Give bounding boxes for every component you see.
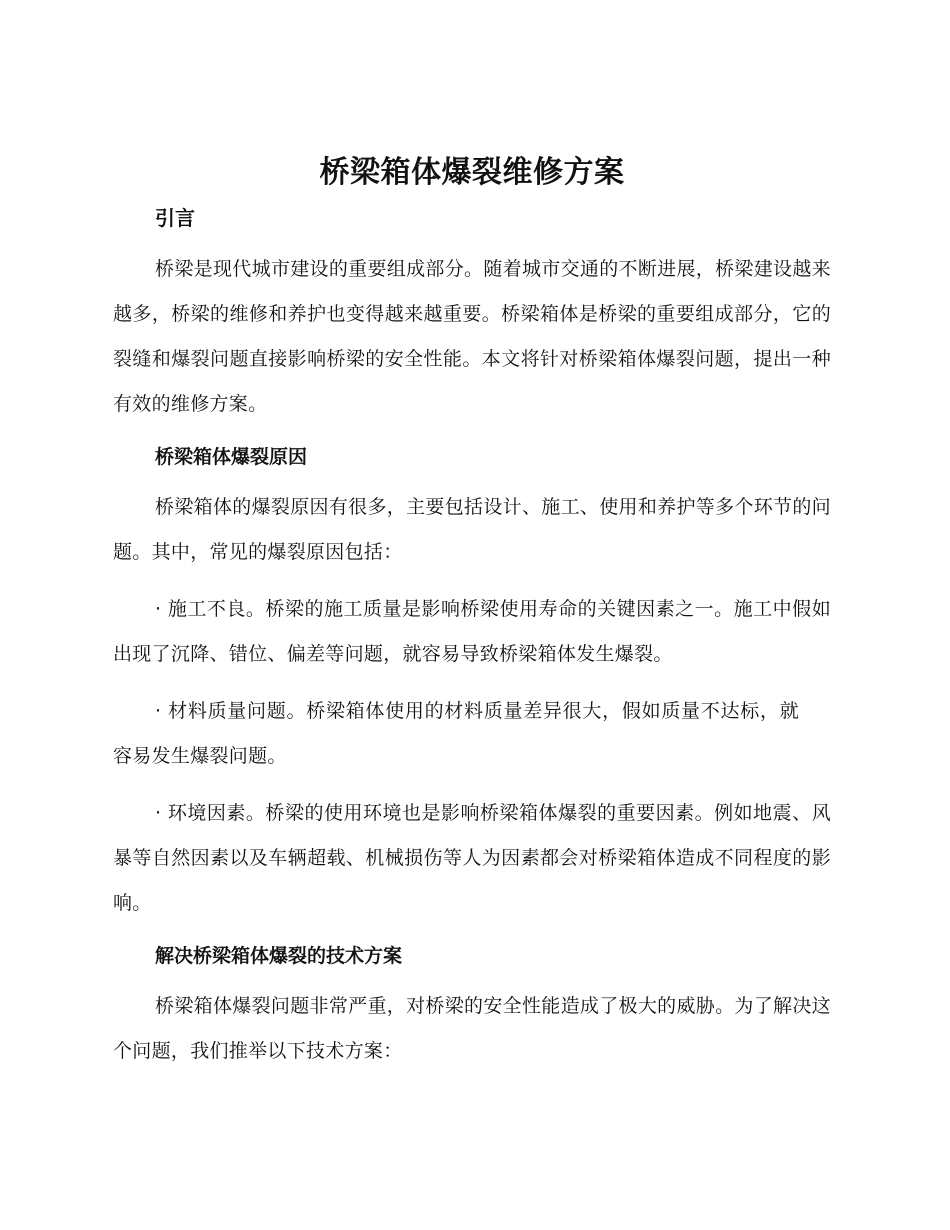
solution-heading: 解决桥梁箱体爆裂的技术方案 [155, 945, 403, 967]
intro-paragraph: 桥梁是现代城市建设的重要组成部分。随着城市交通的不断进展，桥梁建设越来越多，桥梁的维修和养护也变得越来越重要。桥梁箱体是桥梁的重要组成部分，它的裂缝和爆裂问题直接影响桥梁的安全性能。本文将针对桥梁箱体爆裂问题，提出一种有效的维修方案。 [113, 258, 831, 415]
document-page [113, 150, 831, 1074]
causes-heading: 桥梁箱体爆裂原因 [155, 446, 308, 468]
document-title: 桥梁箱体爆裂维修方案 [319, 155, 625, 190]
solution-paragraph: 桥梁箱体爆裂问题非常严重，对桥梁的安全性能造成了极大的威胁。为了解决这个问题，我们推举以下技术方案： [113, 995, 831, 1062]
cause-bullet-materials: · 材料质量问题。桥梁箱体使用的材料质量差异很大，假如质量不达标，就容易发生爆裂问题。 [113, 700, 799, 767]
cause-bullet-environment: · 环境因素。桥梁的使用环境也是影响桥梁箱体爆裂的重要因素。例如地震、风暴等自然因素以及车辆超载、机械损伤等人为因素都会对桥梁箱体造成不同程度的影响。 [113, 802, 831, 914]
intro-heading: 引言 [155, 206, 195, 230]
cause-bullet-construction: · 施工不良。桥梁的施工质量是影响桥梁使用寿命的关键因素之一。施工中假如出现了沉降、错位、偏差等问题，就容易导致桥梁箱体发生爆裂。 [113, 598, 831, 665]
causes-paragraph: 桥梁箱体的爆裂原因有很多，主要包括设计、施工、使用和养护等多个环节的问题。其中，常见的爆裂原因包括： [113, 496, 831, 563]
